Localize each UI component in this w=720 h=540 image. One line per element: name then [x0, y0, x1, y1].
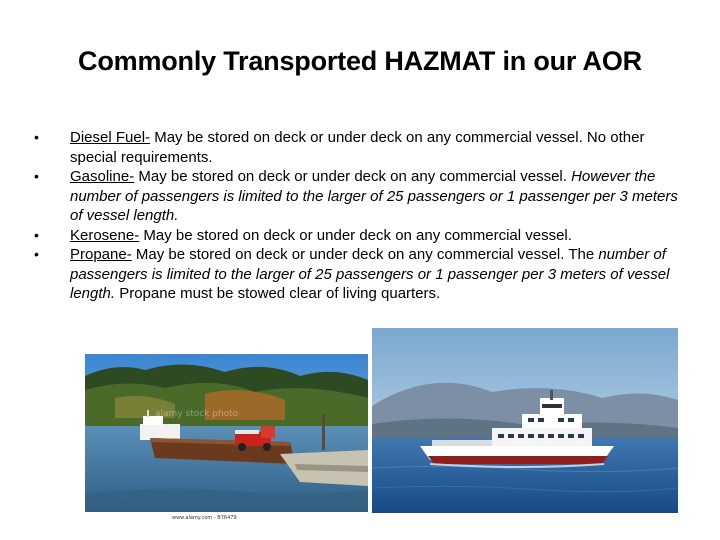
harbor-barge-photo: [85, 354, 368, 512]
bullet-propane: [34, 245, 684, 304]
bullet-diesel: [34, 128, 684, 167]
bullet-term: Propane-: [70, 246, 132, 263]
ferry-illustration: [372, 328, 678, 513]
bullet-text: May be stored on deck or under deck on any commercial vessel. The: [131, 246, 599, 263]
alamy-watermark: alamy stock photo: [155, 409, 239, 419]
ferry-photo: [372, 328, 678, 513]
bullet-kerosene: [34, 226, 684, 246]
bullet-tail-text: Propane must be stowed clear of living quarters.: [115, 285, 441, 302]
bullet-term: Diesel Fuel-: [70, 129, 151, 146]
bullet-term: Kerosene-: [70, 226, 140, 244]
image-source-caption: www.alamy.com - B76479: [172, 515, 237, 521]
bullet-text: May be stored on deck or under deck on any commercial vessel.: [139, 226, 572, 244]
bullet-gasoline: [34, 167, 684, 226]
bullet-term: Gasoline-: [70, 168, 135, 185]
bullet-list: [34, 128, 684, 304]
bullet-italic-text: However the number of passengers is limited to the larger of 25 passengers or 1 passenger per 3 meters of vessel length.: [70, 168, 678, 224]
bullet-italic-text: number of passengers is limited to the larger of 25 passengers or 1 passenger per 3 meters of vessel length.: [70, 246, 670, 302]
bullet-text: May be stored on deck or under deck on any commercial vessel. No other special requirements.: [70, 129, 645, 166]
harbor-barge-illustration: [85, 354, 368, 512]
bullet-text: May be stored on deck or under deck on any commercial vessel.: [134, 168, 572, 185]
slide-title: Commonly Transported HAZMAT in our AOR: [78, 46, 642, 76]
